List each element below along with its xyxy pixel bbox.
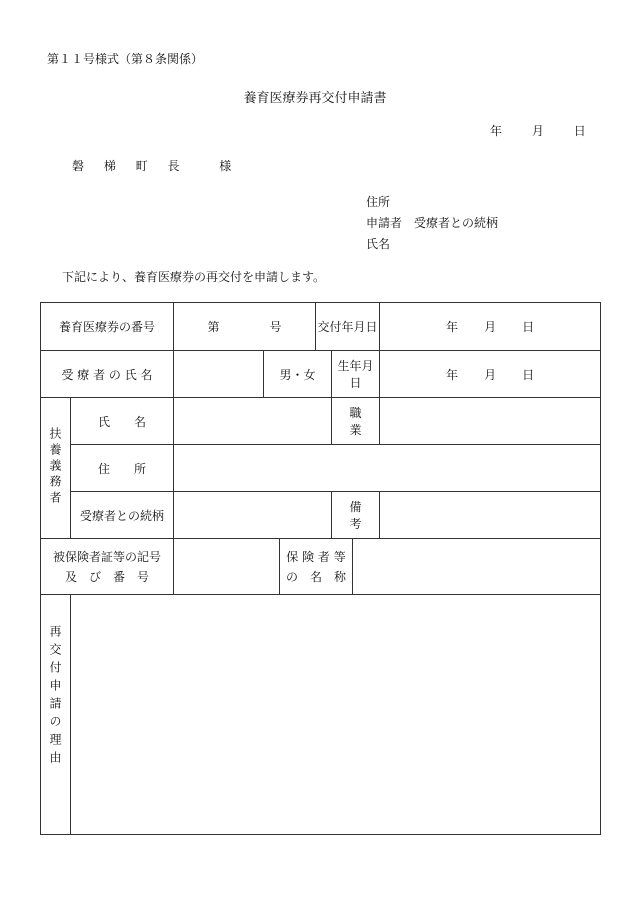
- guardian-group-text: 扶養義務者: [48, 426, 62, 507]
- medical-ticket-number-field[interactable]: [174, 303, 316, 351]
- insured-card-label-line2: 及 び 番 号: [65, 569, 150, 584]
- issue-year: 年: [446, 320, 459, 334]
- occupation-label: 職 業: [332, 398, 380, 445]
- insurer-label: [280, 539, 353, 595]
- remarks-field[interactable]: [380, 492, 601, 539]
- issue-month: 月: [484, 320, 497, 334]
- occupation-field[interactable]: [380, 398, 601, 445]
- guardian-name-field[interactable]: [174, 398, 332, 445]
- birth-month: 月: [484, 367, 497, 382]
- applicant-relation-label: 申請者 受療者との続柄: [366, 216, 499, 230]
- birth-date-field[interactable]: [380, 351, 601, 398]
- relation-label: 受療者との続柄: [71, 492, 174, 539]
- number-prefix: 第: [207, 320, 220, 334]
- insured-card-field[interactable]: [174, 539, 280, 595]
- insurer-field[interactable]: [353, 539, 601, 595]
- date-year: 年: [490, 124, 503, 138]
- remarks-label: 備 考: [332, 492, 380, 539]
- date-month: 月: [531, 124, 544, 138]
- guardian-address-label: 住 所: [71, 445, 174, 492]
- number-suffix: 号: [269, 320, 282, 334]
- guardian-name-label: 氏 名: [71, 398, 174, 445]
- insurer-label-line2: の 名 称: [286, 569, 347, 584]
- applicant-block: [366, 192, 498, 255]
- issue-date-label: 交付年月日: [316, 303, 380, 351]
- patient-name-label: 受 療 者 の 氏 名: [41, 351, 174, 398]
- medical-ticket-number-label: 養育医療券の番号: [41, 303, 174, 351]
- reason-label-text: 再交付申請の理由: [48, 625, 62, 769]
- patient-name-field[interactable]: [174, 351, 264, 398]
- intro-text: 下記により、養育医療券の再交付を申請します。: [62, 270, 326, 284]
- relation-field[interactable]: [174, 492, 332, 539]
- application-date: [490, 122, 586, 139]
- application-form-table: [40, 302, 601, 835]
- applicant-name-label: 氏名: [366, 237, 391, 251]
- guardian-group-label: [41, 398, 71, 539]
- issue-day: 日: [522, 320, 535, 334]
- document-title: 養育医療券再交付申請書: [243, 91, 387, 106]
- addressee: 磐 梯 町 長 様: [72, 159, 240, 173]
- reason-label: [41, 595, 71, 835]
- guardian-address-field[interactable]: [174, 445, 601, 492]
- birth-year: 年: [446, 367, 459, 382]
- birth-day: 日: [522, 367, 535, 382]
- sex-selector[interactable]: 男・女: [264, 351, 332, 398]
- birth-date-label: 生年月日: [332, 351, 380, 398]
- applicant-address-label: 住所: [366, 195, 391, 209]
- insured-card-label: [41, 539, 174, 595]
- insured-card-label-line1: 被保険者証等の記号: [53, 549, 162, 564]
- form-number: 第１１号様式（第８条関係）: [47, 52, 204, 66]
- reason-field[interactable]: [71, 595, 601, 835]
- issue-date-field[interactable]: [380, 303, 601, 351]
- date-day: 日: [573, 124, 586, 138]
- insurer-label-line1: 保 険 者 等: [286, 549, 346, 564]
